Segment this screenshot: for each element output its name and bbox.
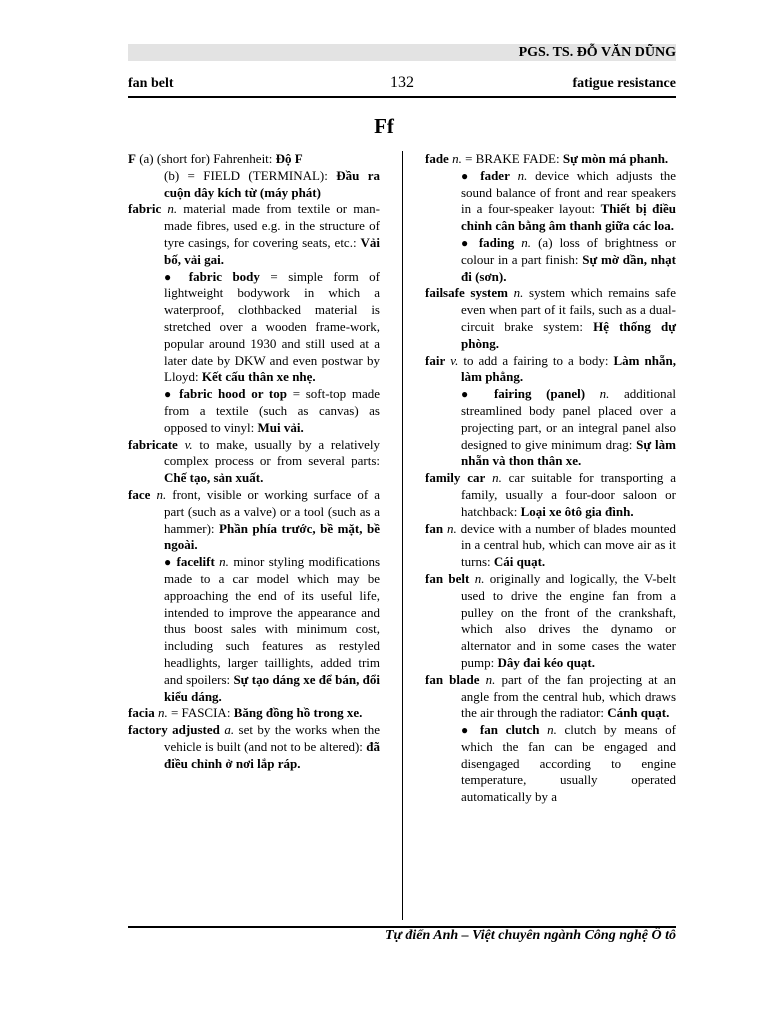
vietnamese-translation: Đầu ra cuộn dây kích từ (máy phát) [164,167,381,200]
definition: originally and logically, the V-belt used to drive the engine fan from a pulley on the front of the crankshaft, which also drives the dynamo or alternator and in some cases the water pump: [461,570,677,670]
definition: (b) = FIELD (TERMINAL): [164,167,337,183]
vietnamese-translation: Cánh quạt. [607,705,670,721]
part-of-speech: n. [517,167,528,183]
column-divider [402,151,403,920]
definition: (a) loss of brightness or colour in a part finish: [461,234,677,267]
right-column [425,151,676,806]
dictionary-subentry [128,269,380,387]
definition: part of the fan projecting at an angle from the central hub, which draws the air through the radiator: [461,671,676,721]
vietnamese-translation: Hệ thống dự phòng. [461,318,676,351]
dictionary-entry [425,521,676,571]
part-of-speech: n. [492,470,502,486]
vietnamese-translation: đã điều chỉnh ở nơi lắp ráp. [164,738,380,771]
headword: fan belt [425,570,470,586]
dictionary-subentry [128,168,380,202]
vietnamese-translation: Loại xe ôtô gia đình. [520,503,634,519]
dictionary-subentry [128,554,380,705]
headword: facia [128,705,155,721]
headword: fan blade [425,671,480,687]
vietnamese-translation: Sự làm nhẵn và thon thân xe. [461,436,676,469]
vietnamese-translation: Dây đai kéo quạt. [497,654,596,670]
headword: fabric body [188,268,260,284]
definition: device which adjusts the sound balance of front and rear speakers in a four-speaker layout: [461,167,677,217]
dictionary-entry [128,487,380,554]
definition: car suitable for transporting a family, usually a four-door saloon or hatchback: [461,470,677,519]
part-of-speech: n. [513,285,524,301]
part-of-speech: n. [485,671,496,687]
vietnamese-translation: Cái quạt. [493,554,546,570]
headword: facelift [176,554,215,570]
bullet-icon: ● [461,723,480,738]
left-column [128,151,380,772]
headword: fan [425,520,444,536]
part-of-speech: n. [547,722,557,738]
vietnamese-translation: Sự mờ dần, nhạt đi (sơn). [461,251,676,284]
part-of-speech: n. [521,234,532,250]
bullet-icon: ● [461,387,494,402]
headword: fabricate [128,436,178,452]
page-number: 132 [390,74,414,91]
guide-word-right: fatigue resistance [572,76,676,91]
headword: fairing (panel) [493,386,586,402]
headword: fair [425,352,446,368]
vietnamese-translation: Kết cấu thân xe nhẹ. [201,369,316,385]
headword: failsafe system [425,285,508,301]
definition: clutch by means of which the fan can be engaged and disengaged according to engine temperature, usually operated automatically by a [461,722,677,805]
headword: family car [425,470,486,486]
definition: minor styling modifications made to a car model which may be approaching the end of its useful life, intended to improve the appearance and thus boost sales with minimum cost, including such features as restyled headlights, larger taillights, added trim and spoilers: [164,554,381,687]
part-of-speech: a. [224,722,235,738]
section-title: Ff [374,114,394,138]
definition: system which remains safe even when part of it fails, such as a dual-circuit brake system: [461,285,677,334]
vietnamese-translation: Chế tạo, sản xuất. [164,470,264,486]
definition: = soft-top made from a textile (such as canvas) as opposed to vinyl: [164,386,381,435]
dictionary-entry [425,151,676,168]
dictionary-entry [128,151,380,168]
vietnamese-translation: Độ F [275,151,303,166]
vietnamese-translation: Phần phía trước, bề mặt, bề ngoài. [164,520,380,553]
part-of-speech: n. [446,520,457,536]
bullet-icon: ● [164,555,177,570]
vietnamese-translation: Sự mòn má phanh. [562,151,669,166]
definition: = BRAKE FADE: [465,151,563,166]
vietnamese-translation: Thiết bị điều chỉnh cân bằng âm thanh giữa các loa. [461,201,676,234]
headword: F [128,151,136,166]
bullet-icon: ● [164,387,180,402]
dictionary-entry [425,470,676,520]
headword: face [128,486,151,502]
bullet-icon: ● [164,269,189,284]
definition: material made from textile or man-made fibres, used e.g. in the structure of tyre casings, for covering seats, etc.: [164,201,380,250]
part-of-speech: n. [452,151,462,166]
dictionary-entry [128,437,380,487]
dictionary-entry [128,722,380,772]
dictionary-entry [128,705,380,722]
headword: fabric [128,201,162,217]
definition: to make, usually by a relatively complex process or from several parts: [164,436,381,469]
page-header [128,76,676,98]
part-of-speech: n. [157,705,168,721]
footer-title: Tự điển Anh – Việt chuyên ngành Công nghệ Ô tô [384,928,676,943]
definition: = FASCIA: [170,705,234,721]
vietnamese-translation: Làm nhẵn, làm phẳng. [461,352,676,385]
definition: = simple form of lightweight bodywork in which a waterproof, clothbacked material is stretched over a wooden frame-work, popular around 1930 and still used at a later date by DKW and even postwar by Lloyd: [164,268,381,385]
dictionary-subentry [425,386,676,470]
headword: fabric hood or top [179,386,287,402]
vietnamese-translation: Vải bố, vải gai. [164,234,380,267]
part-of-speech: n. [599,386,610,402]
bullet-icon: ● [461,235,479,250]
vietnamese-translation: Sự tạo dáng xe để bán, đổi kiểu dáng. [164,671,380,704]
headword: fade [425,151,449,166]
guide-word-left: fan belt [128,76,174,91]
dictionary-subentry [425,235,676,285]
definition: set by the works when the vehicle is built (and not to be altered): [164,722,380,754]
part-of-speech: n. [219,554,229,570]
dictionary-entry [425,285,676,352]
part-of-speech: v. [184,436,193,452]
dictionary-entry [425,353,676,387]
dictionary-subentry [425,168,676,235]
definition: front, visible or working surface of a part (such as a valve) or a tool (such as a hammer): [164,486,381,536]
author-name: PGS. TS. ĐỖ VĂN DŨNG [518,45,676,60]
part-of-speech: n. [474,570,485,586]
definition: device with a number of blades mounted in a central hub, which can move air as it turns: [460,520,676,570]
part-of-speech: v. [450,352,459,368]
definition: to add a fairing to a body: [463,352,614,368]
definition: (a) (short for) Fahrenheit: [139,151,276,166]
headword: fan clutch [479,722,540,738]
part-of-speech: n. [156,486,167,502]
vietnamese-translation: Mui vải. [257,419,304,435]
headword: fading [478,234,515,250]
headword: factory adjusted [128,722,220,738]
dictionary-entry [425,672,676,722]
bullet-icon: ● [461,168,481,183]
definition: additional streamlined body panel placed over a projecting part, or an integral panel also designed to give minimum drag: [461,386,677,452]
part-of-speech: n. [167,201,178,217]
headword: fader [480,167,510,183]
dictionary-subentry [128,386,380,436]
dictionary-entry [128,201,380,268]
vietnamese-translation: Băng đồng hồ trong xe. [233,705,363,721]
dictionary-subentry [425,722,676,806]
author-bar [128,44,676,61]
dictionary-entry [425,571,676,672]
